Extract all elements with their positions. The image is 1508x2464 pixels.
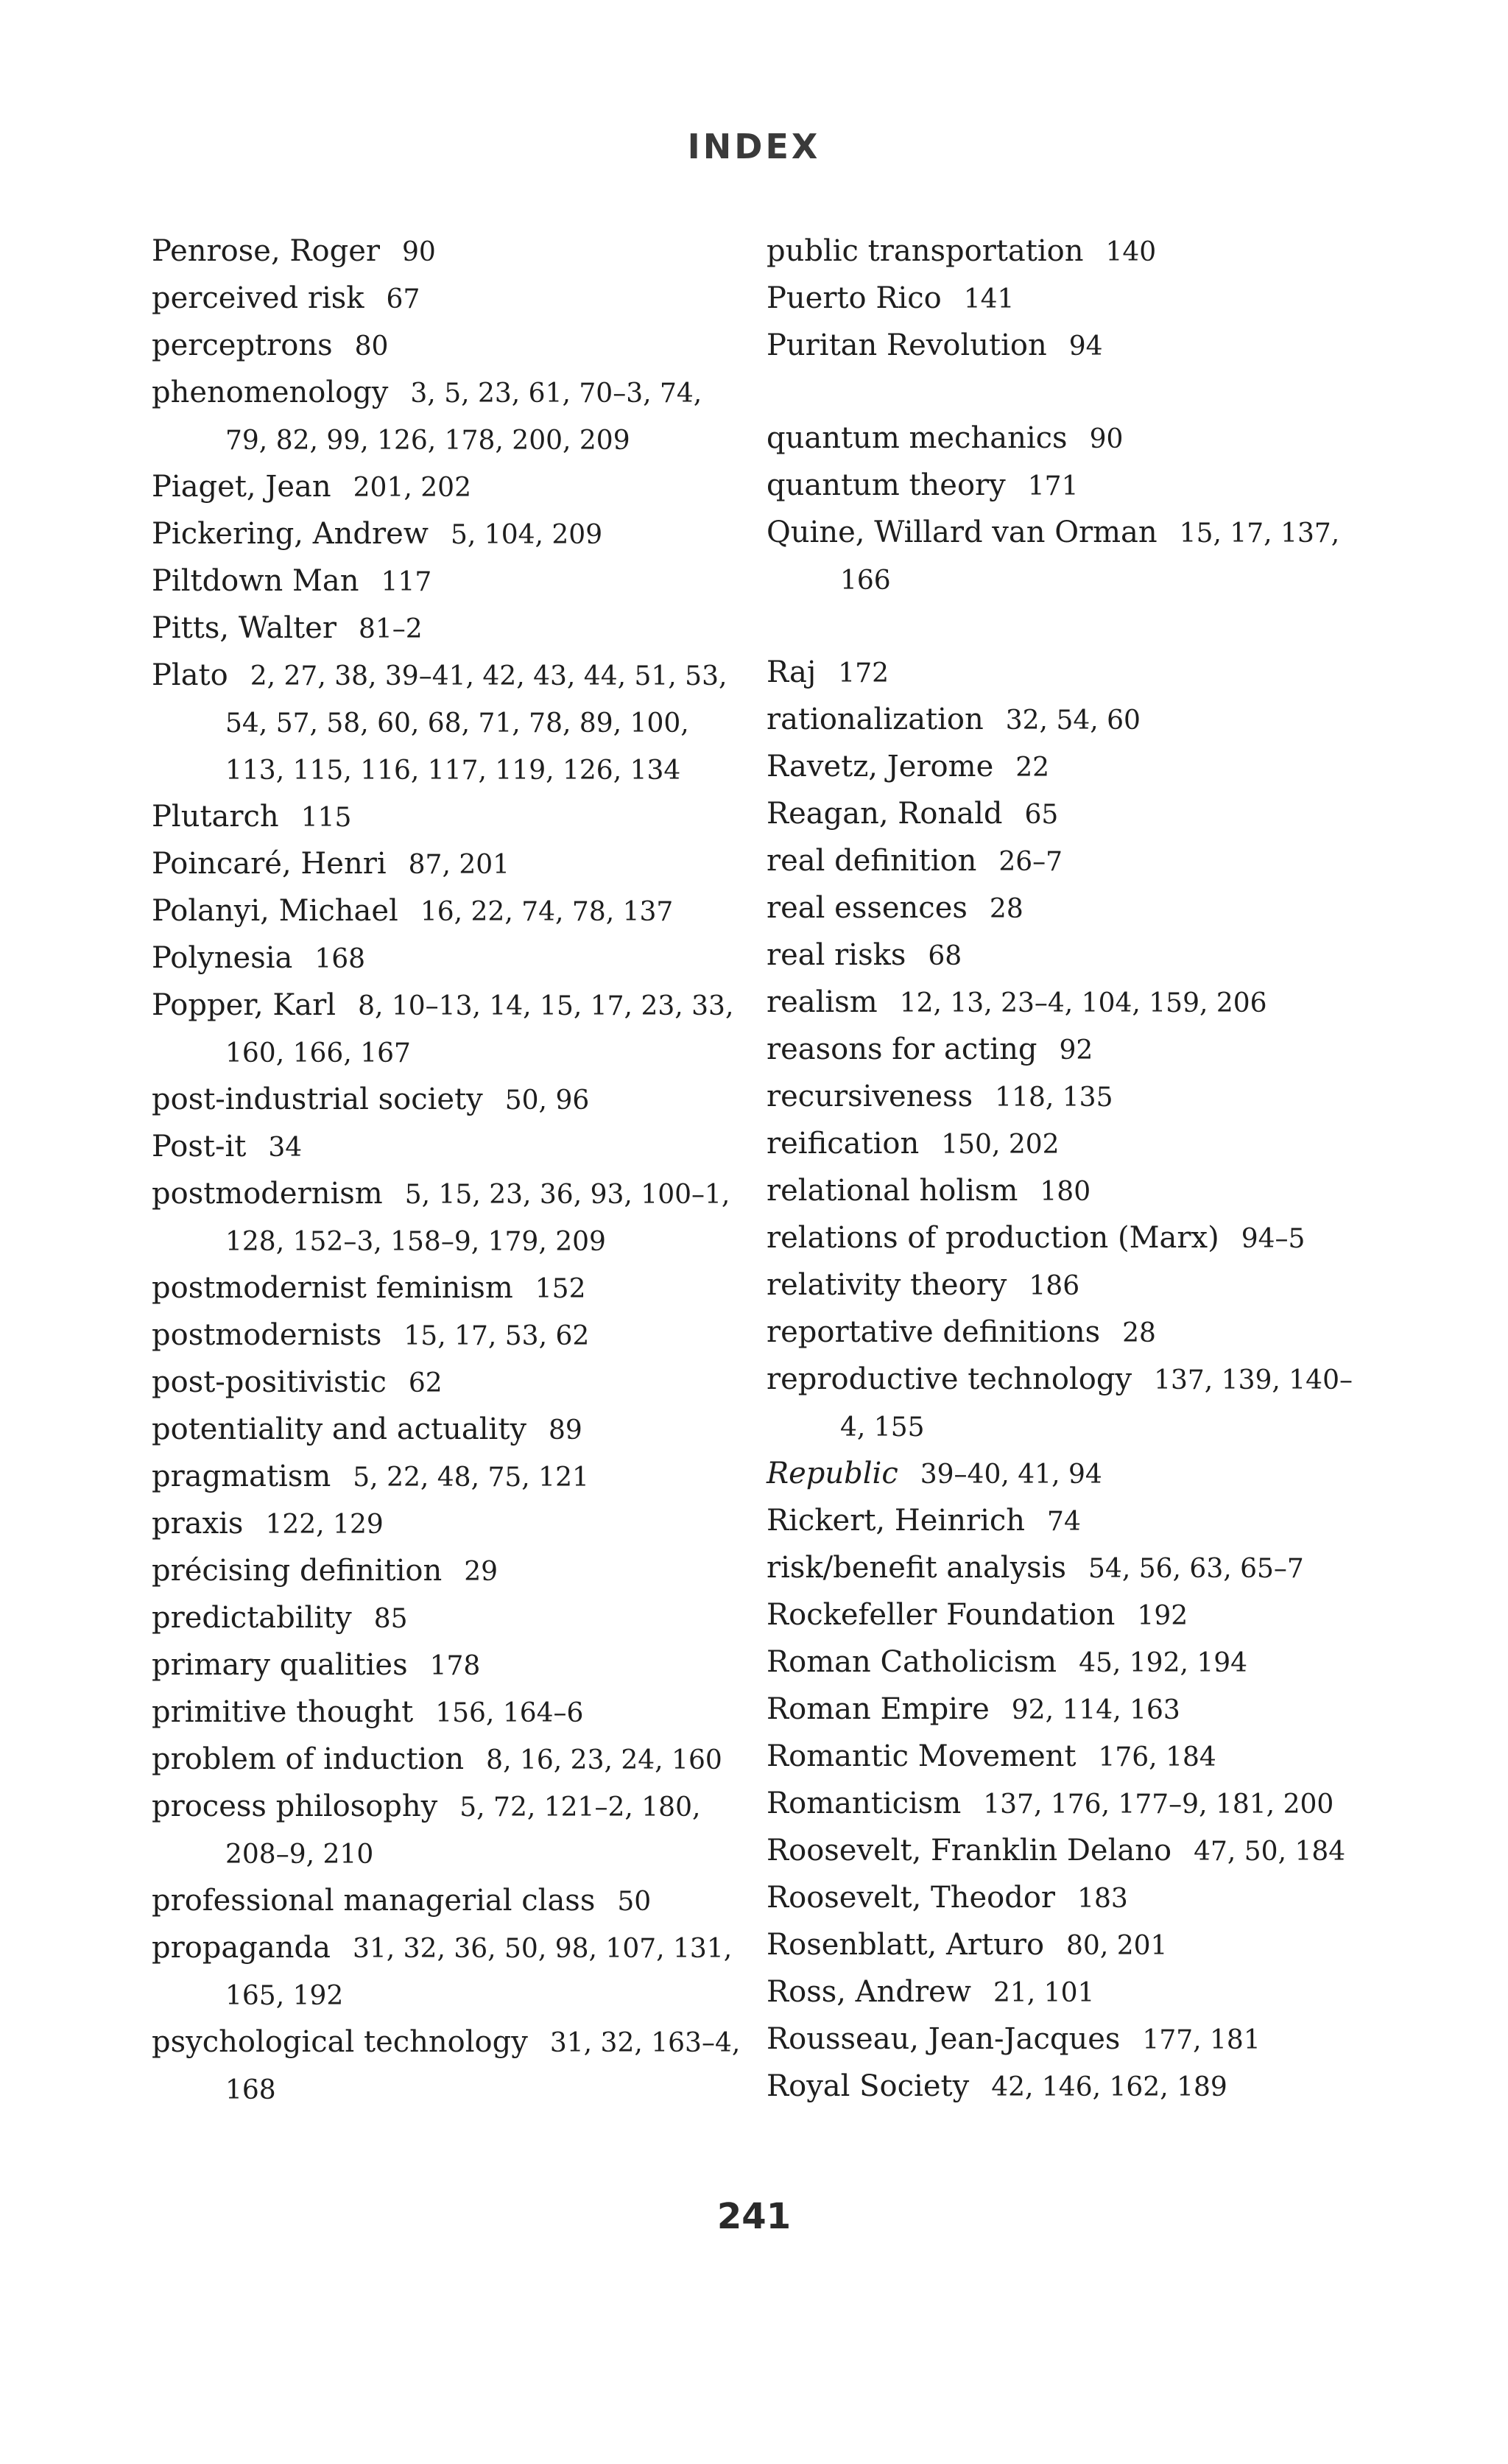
entry-term: Piltdown Man bbox=[152, 564, 359, 598]
entry-pages: 16, 22, 74, 78, 137 bbox=[420, 897, 674, 927]
index-column-right bbox=[767, 228, 1356, 2111]
letter-group-separator bbox=[767, 370, 1356, 415]
index-entry bbox=[152, 464, 741, 511]
entry-pages: 90 bbox=[401, 237, 436, 267]
entry-term: post-industrial society bbox=[152, 1083, 483, 1116]
index-entry bbox=[767, 228, 1356, 275]
entry-term: quantum mechanics bbox=[767, 421, 1068, 455]
entry-pages: 201, 202 bbox=[353, 473, 471, 503]
index-entry bbox=[152, 323, 741, 370]
entry-pages: 15, 17, 137, 166 bbox=[840, 518, 1340, 596]
entry-term: rationalization bbox=[767, 703, 984, 736]
entry-term: Piaget, Jean bbox=[152, 470, 331, 504]
index-entry bbox=[152, 1454, 741, 1501]
entry-pages: 141 bbox=[963, 284, 1015, 314]
entry-pages: 176, 184 bbox=[1098, 1742, 1216, 1773]
entry-term: perceived risk bbox=[152, 281, 364, 315]
entry-pages: 3, 5, 23, 61, 70–3, 74, 79, 82, 99, 126, 178, 200, 209 bbox=[225, 379, 702, 456]
entry-term: professional managerial class bbox=[152, 1884, 596, 1918]
entry-term: psychological technology bbox=[152, 2025, 528, 2059]
index-entry bbox=[152, 1642, 741, 1689]
entry-pages: 94 bbox=[1068, 331, 1103, 362]
entry-term: reportative definitions bbox=[767, 1315, 1101, 1349]
entry-term: Republic bbox=[767, 1457, 898, 1490]
index-entry bbox=[767, 744, 1356, 791]
entry-term: précising definition bbox=[152, 1554, 443, 1588]
index-entry bbox=[767, 1686, 1356, 1733]
entry-term: propaganda bbox=[152, 1931, 331, 1965]
index-entry bbox=[767, 697, 1356, 744]
index-entry bbox=[767, 1545, 1356, 1592]
entry-pages: 192 bbox=[1137, 1601, 1188, 1631]
index-entry bbox=[152, 605, 741, 652]
entry-pages: 156, 164–6 bbox=[435, 1698, 584, 1728]
entry-pages: 115 bbox=[300, 803, 352, 833]
index-entry bbox=[767, 979, 1356, 1027]
entry-pages: 28 bbox=[989, 894, 1023, 924]
entry-pages: 32, 54, 60 bbox=[1005, 705, 1141, 736]
entry-pages: 89 bbox=[549, 1415, 582, 1446]
index-entry bbox=[152, 1878, 741, 1925]
index-entry bbox=[767, 1639, 1356, 1686]
index-entry bbox=[152, 652, 741, 794]
index-entry bbox=[152, 1501, 741, 1548]
entry-pages: 45, 192, 194 bbox=[1079, 1648, 1248, 1678]
index-entry bbox=[152, 370, 741, 464]
entry-pages: 5, 22, 48, 75, 121 bbox=[353, 1462, 589, 1493]
entry-term: Plutarch bbox=[152, 800, 279, 834]
index-entry bbox=[152, 1784, 741, 1878]
entry-term: Polynesia bbox=[152, 941, 293, 975]
entry-term: Reagan, Ronald bbox=[767, 797, 1003, 831]
index-entry bbox=[152, 1407, 741, 1454]
entry-term: reasons for acting bbox=[767, 1032, 1037, 1066]
entry-term: Romanticism bbox=[767, 1787, 962, 1820]
entry-term: Rosenblatt, Arturo bbox=[767, 1928, 1045, 1962]
entry-term: problem of induction bbox=[152, 1742, 465, 1776]
entry-pages: 5, 104, 209 bbox=[451, 520, 603, 550]
index-entry bbox=[767, 1027, 1356, 1074]
entry-term: real risks bbox=[767, 938, 906, 972]
entry-pages: 28 bbox=[1122, 1318, 1156, 1348]
index-entry bbox=[152, 511, 741, 558]
index-entry bbox=[767, 885, 1356, 932]
index-entry bbox=[767, 1733, 1356, 1781]
entry-pages: 50, 96 bbox=[504, 1085, 590, 1116]
entry-term: praxis bbox=[152, 1507, 244, 1541]
entry-pages: 31, 32, 163–4, 168 bbox=[225, 2028, 741, 2105]
entry-pages: 47, 50, 184 bbox=[1194, 1837, 1346, 1867]
entry-pages: 67 bbox=[386, 284, 420, 314]
entry-pages: 90 bbox=[1089, 424, 1124, 454]
entry-term: postmodernist feminism bbox=[152, 1271, 513, 1305]
entry-term: reification bbox=[767, 1127, 920, 1161]
letter-group-separator bbox=[767, 604, 1356, 650]
entry-pages: 137, 139, 140–4, 155 bbox=[840, 1365, 1353, 1443]
entry-term: risk/benefit analysis bbox=[767, 1551, 1067, 1585]
entry-pages: 8, 16, 23, 24, 160 bbox=[486, 1745, 722, 1775]
entry-term: relational holism bbox=[767, 1174, 1018, 1208]
index-entry bbox=[152, 558, 741, 605]
index-entry bbox=[767, 1592, 1356, 1639]
entry-pages: 152 bbox=[535, 1274, 586, 1304]
page-number: 241 bbox=[716, 2196, 792, 2237]
entry-term: Polanyi, Michael bbox=[152, 894, 398, 928]
index-entry bbox=[152, 1077, 741, 1124]
index-entry bbox=[767, 510, 1356, 604]
entry-term: Popper, Karl bbox=[152, 988, 337, 1022]
entry-term: Rousseau, Jean-Jacques bbox=[767, 2022, 1121, 2056]
running-head-title: INDEX bbox=[687, 127, 821, 166]
entry-pages: 178 bbox=[429, 1651, 481, 1681]
entry-term: pragmatism bbox=[152, 1460, 331, 1493]
entry-pages: 80 bbox=[354, 331, 389, 362]
entry-term: quantum theory bbox=[767, 468, 1006, 502]
entry-term: predictability bbox=[152, 1601, 352, 1635]
entry-pages: 62 bbox=[408, 1368, 443, 1398]
entry-pages: 183 bbox=[1077, 1884, 1128, 1914]
entry-pages: 2, 27, 38, 39–41, 42, 43, 44, 51, 53, 54, 57, 58, 60, 68, 71, 78, 89, 100, 113, 115, 116, 117, 119, 126, 134 bbox=[225, 661, 727, 786]
entry-pages: 65 bbox=[1024, 800, 1059, 830]
entry-pages: 8, 10–13, 14, 15, 17, 23, 33, 160, 166, 167 bbox=[225, 991, 734, 1069]
index-entry bbox=[152, 2019, 741, 2113]
entry-pages: 15, 17, 53, 62 bbox=[404, 1321, 590, 1351]
entry-term: Rickert, Heinrich bbox=[767, 1504, 1026, 1538]
entry-pages: 186 bbox=[1029, 1271, 1080, 1301]
index-entry bbox=[767, 1168, 1356, 1215]
index-entry bbox=[152, 935, 741, 982]
entry-term: Plato bbox=[152, 658, 228, 692]
entry-term: Royal Society bbox=[767, 2069, 970, 2103]
entry-term: public transportation bbox=[767, 234, 1084, 268]
index-entry bbox=[767, 932, 1356, 979]
entry-pages: 81–2 bbox=[358, 614, 423, 644]
index-entry bbox=[767, 1828, 1356, 1875]
index-entry bbox=[152, 1265, 741, 1312]
entry-term: postmodernists bbox=[152, 1318, 382, 1352]
entry-term: postmodernism bbox=[152, 1177, 383, 1211]
entry-pages: 26–7 bbox=[998, 847, 1063, 877]
index-entry bbox=[152, 228, 741, 275]
entry-pages: 22 bbox=[1015, 753, 1050, 783]
entry-pages: 122, 129 bbox=[265, 1510, 384, 1540]
entry-pages: 68 bbox=[928, 941, 962, 971]
entry-pages: 50 bbox=[617, 1887, 652, 1917]
index-column-left bbox=[152, 228, 741, 2113]
entry-term: Pickering, Andrew bbox=[152, 517, 429, 551]
entry-pages: 12, 13, 23–4, 104, 159, 206 bbox=[899, 988, 1267, 1018]
entry-term: real essences bbox=[767, 891, 968, 925]
entry-pages: 172 bbox=[838, 658, 889, 689]
entry-pages: 92, 114, 163 bbox=[1011, 1695, 1180, 1725]
entry-term: relativity theory bbox=[767, 1268, 1007, 1302]
index-entry bbox=[152, 794, 741, 841]
entry-pages: 168 bbox=[314, 944, 366, 974]
entry-pages: 140 bbox=[1105, 237, 1157, 267]
entry-term: recursiveness bbox=[767, 1080, 973, 1113]
entry-term: primary qualities bbox=[152, 1648, 408, 1682]
index-entry bbox=[767, 791, 1356, 838]
entry-pages: 92 bbox=[1059, 1035, 1093, 1066]
index-entry bbox=[767, 415, 1356, 462]
index-entry bbox=[152, 275, 741, 323]
index-entry bbox=[767, 323, 1356, 370]
entry-term: Roosevelt, Franklin Delano bbox=[767, 1834, 1172, 1868]
index-entry bbox=[152, 1689, 741, 1736]
entry-pages: 39–40, 41, 94 bbox=[920, 1460, 1102, 1490]
entry-term: Ravetz, Jerome bbox=[767, 750, 994, 784]
index-entry bbox=[152, 1359, 741, 1407]
entry-term: Penrose, Roger bbox=[152, 234, 380, 268]
entry-term: Roman Catholicism bbox=[767, 1645, 1057, 1679]
index-entry bbox=[767, 1262, 1356, 1309]
entry-pages: 54, 56, 63, 65–7 bbox=[1088, 1554, 1304, 1584]
entry-term: Ross, Andrew bbox=[767, 1975, 971, 2009]
entry-term: Puerto Rico bbox=[767, 281, 942, 315]
entry-pages: 34 bbox=[268, 1133, 303, 1163]
index-entry bbox=[767, 650, 1356, 697]
entry-pages: 177, 181 bbox=[1142, 2025, 1261, 2055]
index-entry bbox=[152, 888, 741, 935]
entry-term: realism bbox=[767, 985, 878, 1019]
entry-pages: 150, 202 bbox=[941, 1130, 1060, 1160]
entry-pages: 85 bbox=[373, 1604, 408, 1634]
entry-term: Pitts, Walter bbox=[152, 611, 337, 645]
index-entry bbox=[767, 1781, 1356, 1828]
entry-term: potentiality and actuality bbox=[152, 1412, 527, 1446]
entry-pages: 5, 72, 121–2, 180, 208–9, 210 bbox=[225, 1792, 701, 1870]
entry-term: Quine, Willard van Orman bbox=[767, 515, 1158, 549]
index-entry bbox=[767, 1309, 1356, 1356]
entry-pages: 118, 135 bbox=[995, 1083, 1113, 1113]
index-entry bbox=[767, 1215, 1356, 1262]
entry-term: real definition bbox=[767, 844, 977, 878]
entry-pages: 29 bbox=[464, 1557, 498, 1587]
entry-term: reproductive technology bbox=[767, 1362, 1132, 1396]
entry-term: Roosevelt, Theodor bbox=[767, 1881, 1056, 1915]
index-entry bbox=[152, 982, 741, 1077]
entry-pages: 117 bbox=[381, 567, 432, 597]
entry-term: Roman Empire bbox=[767, 1692, 990, 1726]
entry-pages: 5, 15, 23, 36, 93, 100–1, 128, 152–3, 158–9, 179, 209 bbox=[225, 1180, 730, 1257]
index-entry bbox=[152, 1171, 741, 1265]
index-entry bbox=[152, 1736, 741, 1784]
entry-term: primitive thought bbox=[152, 1695, 414, 1729]
entry-pages: 21, 101 bbox=[993, 1978, 1095, 2008]
entry-term: Rockefeller Foundation bbox=[767, 1598, 1116, 1632]
entry-pages: 171 bbox=[1027, 471, 1079, 501]
index-entry bbox=[767, 1074, 1356, 1121]
index-entry bbox=[767, 1451, 1356, 1498]
index-entry bbox=[767, 1356, 1356, 1451]
index-entry bbox=[767, 838, 1356, 885]
entry-pages: 31, 32, 36, 50, 98, 107, 131, 165, 192 bbox=[225, 1934, 733, 2011]
entry-term: Romantic Movement bbox=[767, 1739, 1077, 1773]
index-entry bbox=[767, 462, 1356, 510]
entry-term: post-positivistic bbox=[152, 1365, 387, 1399]
index-entry bbox=[767, 1922, 1356, 1969]
entry-term: relations of production (Marx) bbox=[767, 1221, 1219, 1255]
entry-term: perceptrons bbox=[152, 328, 333, 362]
entry-term: Post-it bbox=[152, 1130, 247, 1164]
entry-term: Puritan Revolution bbox=[767, 328, 1047, 362]
index-entry bbox=[767, 1121, 1356, 1168]
entry-pages: 180 bbox=[1040, 1177, 1091, 1207]
index-entry bbox=[152, 1595, 741, 1642]
entry-term: Poincaré, Henri bbox=[152, 847, 387, 881]
index-entry bbox=[767, 1969, 1356, 2016]
entry-pages: 42, 146, 162, 189 bbox=[991, 2072, 1227, 2102]
entry-term: Raj bbox=[767, 655, 817, 689]
index-entry bbox=[152, 1925, 741, 2019]
index-entry bbox=[767, 1498, 1356, 1545]
index-entry bbox=[152, 1124, 741, 1171]
index-entry bbox=[767, 1875, 1356, 1922]
entry-pages: 137, 176, 177–9, 181, 200 bbox=[983, 1789, 1334, 1820]
entry-pages: 74 bbox=[1047, 1507, 1081, 1537]
index-entry bbox=[152, 841, 741, 888]
index-entry bbox=[152, 1548, 741, 1595]
index-entry bbox=[152, 1312, 741, 1359]
index-entry bbox=[767, 275, 1356, 323]
index-entry bbox=[767, 2016, 1356, 2063]
entry-term: process philosophy bbox=[152, 1789, 438, 1823]
entry-term: phenomenology bbox=[152, 376, 389, 409]
index-entry bbox=[767, 2063, 1356, 2111]
entry-pages: 94–5 bbox=[1241, 1224, 1306, 1254]
entry-pages: 87, 201 bbox=[408, 850, 510, 880]
entry-pages: 80, 201 bbox=[1066, 1931, 1168, 1961]
